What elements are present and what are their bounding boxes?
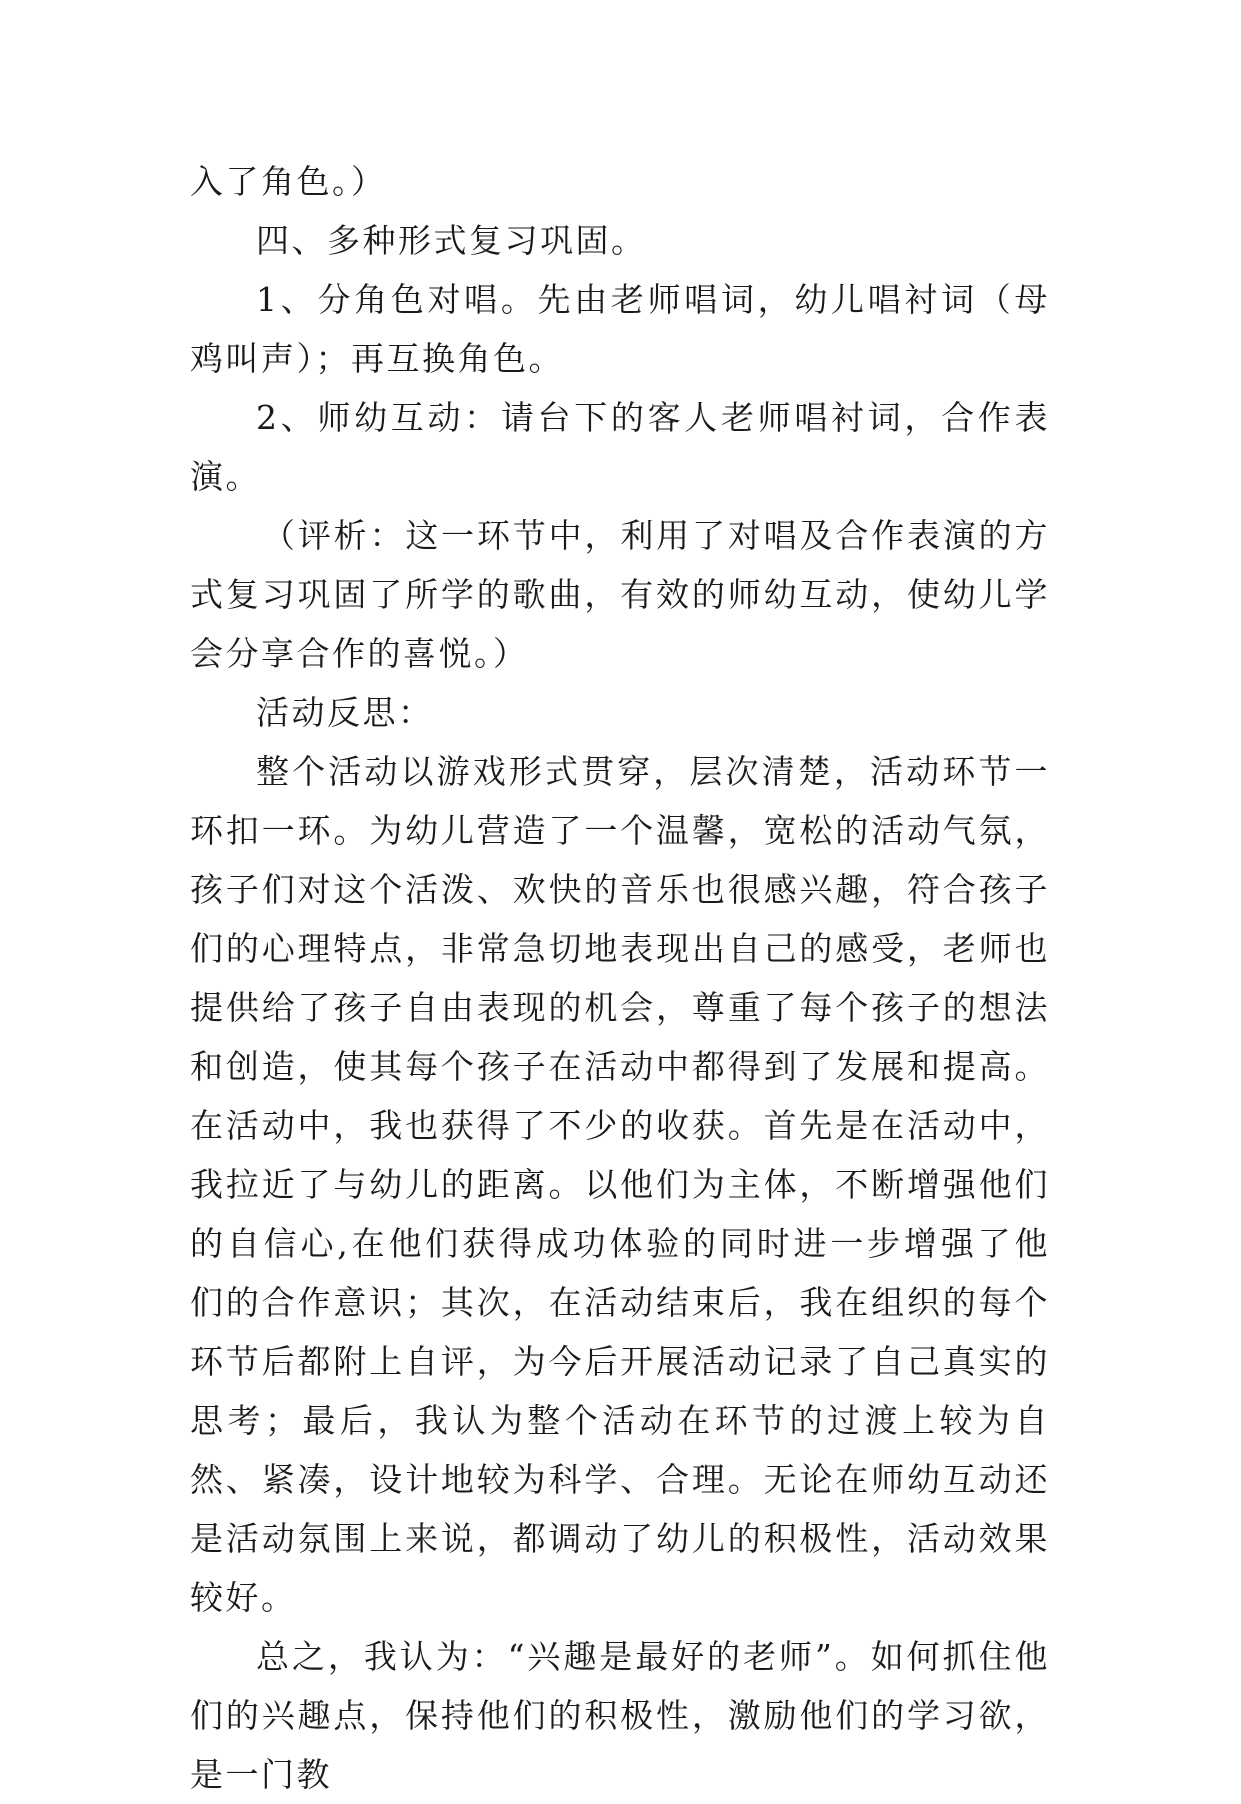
section-heading-review: 四、多种形式复习巩固。: [256, 221, 647, 260]
paragraph-conclusion: 总之，我认为：“兴趣是最好的老师”。如何抓住他们的兴趣点，保持他们的积极性，激励他们的学习欲，是一门教: [190, 1637, 1050, 1794]
paragraph-role-ending: 入了角色。）: [190, 162, 387, 201]
paragraph-reflection-body: 整个活动以游戏形式贯穿，层次清楚，活动环节一环扣一环。为幼儿营造了一个温馨，宽松的活动气氛，孩子们对这个活泼、欢快的音乐也很感兴趣，符合孩子们的心理特点，非常急切地表现出自己的感受，老师也提供给了孩子自由表现的机会，尊重了每个孩子的想法和创造，使其每个孩子在活动中都得到了发展和提高。在活动中，我也获得了不少的收获。首先是在活动中，我拉近了与幼儿的距离。以他们为主体，不断增强他们的自信心,在他们获得成功体验的同时进一步增强了他们的合作意识；其次，在活动结束后，我在组织的每个环节后都附上自评，为今后开展活动记录了自己真实的思考；最后，我认为整个活动在环节的过渡上较为自然、紧凑，设计地较为科学、合理。无论在师幼互动还是活动氛围上来说，都调动了幼儿的积极性，活动效果较好。: [190, 752, 1050, 1617]
paragraph-step-1: 1、分角色对唱。先由老师唱词，幼儿唱衬词（母鸡叫声）；再互换角色。: [190, 280, 1050, 378]
document-body: [190, 152, 1050, 1804]
section-heading-reflection: 活动反思：: [256, 693, 434, 732]
paragraph-step-2: 2、师幼互动：请台下的客人老师唱衬词，合作表演。: [190, 398, 1050, 496]
paragraph-analysis: （评析：这一环节中，利用了对唱及合作表演的方式复习巩固了所学的歌曲，有效的师幼互动，使幼儿学会分享合作的喜悦。）: [190, 516, 1050, 673]
